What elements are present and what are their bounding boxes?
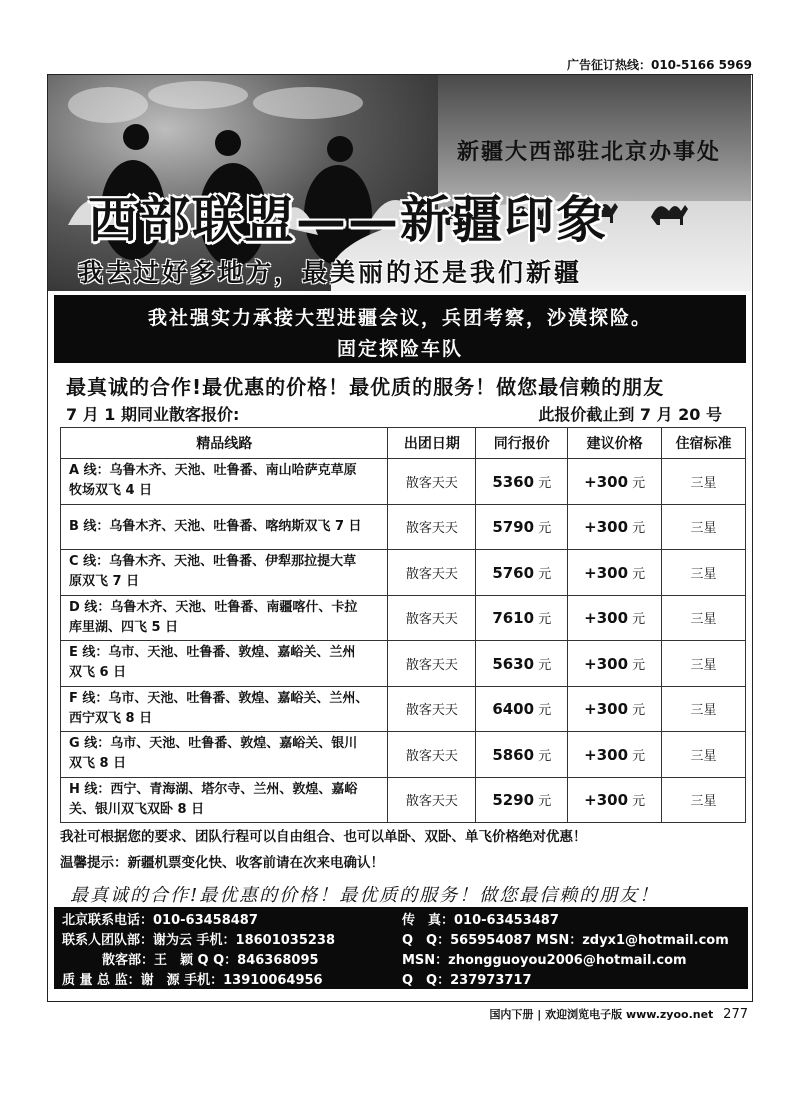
currency-unit: 元 <box>538 794 552 810</box>
date-cell: 散客天天 <box>388 459 476 505</box>
contact-box <box>54 907 748 989</box>
footer-text: 国内下册 | 欢迎浏览电子版 www.zyoo.net <box>489 1008 714 1021</box>
table-row <box>61 459 746 505</box>
header-peer-price: 同行报价 <box>476 428 568 459</box>
date-cell: 散客天天 <box>388 777 476 823</box>
route-cell <box>61 504 388 550</box>
peer-price-cell <box>476 550 568 596</box>
route-line-1: G 线：乌市、天池、吐鲁番、敦煌、嘉峪关、银川 <box>69 736 358 752</box>
peer-price-cell <box>476 641 568 687</box>
italic-motto: 最真诚的合作!最优惠的价格！最优质的服务！做您最信赖的朋友！ <box>70 885 660 906</box>
contact-quality-director: 质 量 总 监：谢 源 手机：13910064956 <box>62 973 323 988</box>
hotel-cell: 三星 <box>662 459 746 505</box>
ad-frame <box>47 74 753 1002</box>
route-cell <box>61 459 388 505</box>
peer-price-value: 5860 <box>492 745 535 764</box>
peer-price-cell <box>476 595 568 641</box>
header-date: 出团日期 <box>388 428 476 459</box>
hotel-cell: 三星 <box>662 777 746 823</box>
date-cell: 散客天天 <box>388 504 476 550</box>
date-cell: 散客天天 <box>388 732 476 778</box>
table-row <box>61 732 746 778</box>
peer-price-value: 6400 <box>492 700 535 719</box>
peer-price-value: 5760 <box>492 563 535 582</box>
currency-unit: 元 <box>538 475 552 491</box>
price-table <box>60 427 746 823</box>
hotel-cell: 三星 <box>662 641 746 687</box>
route-cell <box>61 732 388 778</box>
currency-unit: 元 <box>632 748 646 764</box>
currency-unit: 元 <box>538 703 552 719</box>
route-line-2: 关、银川双飞双卧 8 日 <box>69 801 205 817</box>
currency-unit: 元 <box>632 566 646 582</box>
table-row <box>61 550 746 596</box>
suggested-price-cell <box>568 732 662 778</box>
currency-unit: 元 <box>632 794 646 810</box>
peer-price-cell <box>476 732 568 778</box>
contact-qq: Q Q：237973717 <box>402 973 532 988</box>
suggested-price-cell <box>568 550 662 596</box>
suggested-price-value: +300 <box>584 472 629 491</box>
table-row <box>61 595 746 641</box>
table-row <box>61 641 746 687</box>
currency-unit: 元 <box>538 612 552 628</box>
service-line-2: 固定探险车队 <box>336 338 463 360</box>
suggested-price-cell <box>568 686 662 732</box>
suggested-price-cell <box>568 459 662 505</box>
route-line-2: 西宁双飞 8 日 <box>69 710 153 726</box>
period-label: 7 月 1 期同业散客报价: <box>66 405 240 424</box>
currency-unit: 元 <box>538 521 552 537</box>
route-line-1: H 线：西宁、青海湖、塔尔寺、兰州、敦煌、嘉峪 <box>69 781 358 797</box>
suggested-price-value: +300 <box>584 654 629 673</box>
header-route: 精品线路 <box>61 428 388 459</box>
banner-slogan: 我去过好多地方，最美丽的还是我们新疆 <box>78 258 583 287</box>
currency-unit: 元 <box>632 475 646 491</box>
currency-unit: 元 <box>632 657 646 673</box>
service-strip <box>54 295 746 363</box>
banner-title: 西部联盟——新疆印象 <box>88 190 608 249</box>
suggested-price-value: +300 <box>584 745 629 764</box>
date-cell: 散客天天 <box>388 595 476 641</box>
route-line-1: C 线：乌鲁木齐、天池、吐鲁番、伊犁那拉提大草 <box>69 554 357 570</box>
suggested-price-value: +300 <box>584 791 629 810</box>
table-row <box>61 686 746 732</box>
contact-fax: 传 真：010-63453487 <box>402 913 559 928</box>
route-line-2: 牧场双飞 4 日 <box>69 483 153 499</box>
hotel-cell: 三星 <box>662 504 746 550</box>
date-cell: 散客天天 <box>388 641 476 687</box>
date-cell: 散客天天 <box>388 550 476 596</box>
hotel-cell: 三星 <box>662 732 746 778</box>
peer-price-value: 7610 <box>492 609 535 628</box>
header-hotel: 住宿标准 <box>662 428 746 459</box>
peer-price-value: 5790 <box>492 518 535 537</box>
currency-unit: 元 <box>538 748 552 764</box>
route-line-1: F 线：乌市、天池、吐鲁番、敦煌、嘉峪关、兰州、 <box>69 690 369 706</box>
currency-unit: 元 <box>632 521 646 537</box>
banner <box>48 75 751 291</box>
suggested-price-value: +300 <box>584 700 629 719</box>
route-line-2: 双飞 8 日 <box>69 756 127 772</box>
contact-msn: MSN：zhongguoyou2006@hotmail.com <box>402 953 687 968</box>
route-line-1: E 线：乌市、天池、吐鲁番、敦煌、嘉峪关、兰州 <box>69 645 356 661</box>
peer-price-cell <box>476 777 568 823</box>
hotel-cell: 三星 <box>662 686 746 732</box>
page-number: 277 <box>723 1007 748 1022</box>
header-suggested-price: 建议价格 <box>568 428 662 459</box>
peer-price-value: 5360 <box>492 472 535 491</box>
route-cell <box>61 550 388 596</box>
suggested-price-cell <box>568 641 662 687</box>
service-line-1: 我社强实力承接大型进疆会议，兵团考察，沙漠探险。 <box>147 307 652 329</box>
peer-price-cell <box>476 686 568 732</box>
currency-unit: 元 <box>538 657 552 673</box>
peer-price-value: 5290 <box>492 791 535 810</box>
motto: 最真诚的合作!最优惠的价格！最优质的服务！做您最信赖的朋友 <box>66 375 665 399</box>
peer-price-cell <box>476 504 568 550</box>
date-cell: 散客天天 <box>388 686 476 732</box>
peer-price-value: 5630 <box>492 654 535 673</box>
page-footer <box>489 1006 748 1022</box>
suggested-price-value: +300 <box>584 563 629 582</box>
route-line-2: 原双飞 7 日 <box>69 574 140 590</box>
hotel-cell: 三星 <box>662 595 746 641</box>
suggested-price-value: +300 <box>584 609 629 628</box>
table-header-row <box>61 428 746 459</box>
route-line-1: D 线：乌鲁木齐、天池、吐鲁番、南疆喀什、卡拉 <box>69 599 358 615</box>
contact-qq-msn: Q Q：565954087 MSN：zdyx1@hotmail.com <box>402 933 729 948</box>
reminder-note: 温馨提示：新疆机票变化快、收客前请在次来电确认！ <box>60 855 384 871</box>
contact-retail-dept: 散客部：王 颖 Q Q：846368095 <box>102 953 319 968</box>
suggested-price-value: +300 <box>584 518 629 537</box>
route-line-2: 库里湖、四飞 5 日 <box>69 619 179 635</box>
contact-team-dept: 联系人团队部：谢为云 手机：18601035238 <box>62 933 336 948</box>
route-line-2: 双飞 6 日 <box>69 665 127 681</box>
currency-unit: 元 <box>538 566 552 582</box>
contact-beijing-phone: 北京联系电话：010-63458487 <box>62 913 258 928</box>
route-cell <box>61 777 388 823</box>
route-line-1: B 线：乌鲁木齐、天池、吐鲁番、喀纳斯双飞 7 日 <box>69 518 362 534</box>
suggested-price-cell <box>568 504 662 550</box>
suggested-price-cell <box>568 595 662 641</box>
peer-price-cell <box>476 459 568 505</box>
hotel-cell: 三星 <box>662 550 746 596</box>
route-cell <box>61 641 388 687</box>
custom-note: 我社可根据您的要求、团队行程可以自由组合、也可以单卧、双卧、单飞价格绝对优惠！ <box>60 829 587 845</box>
period-deadline: 此报价截止到 7 月 20 号 <box>538 405 722 424</box>
office-name: 新疆大西部驻北京办事处 <box>456 139 721 165</box>
route-cell <box>61 595 388 641</box>
suggested-price-cell <box>568 777 662 823</box>
table-row <box>61 504 746 550</box>
currency-unit: 元 <box>632 612 646 628</box>
route-cell <box>61 686 388 732</box>
currency-unit: 元 <box>632 703 646 719</box>
price-period <box>66 402 722 425</box>
route-line-1: A 线：乌鲁木齐、天池、吐鲁番、南山哈萨克草原 <box>69 463 357 479</box>
table-row <box>61 777 746 823</box>
ad-hotline: 广告征订热线：010-5166 5969 <box>566 58 752 72</box>
